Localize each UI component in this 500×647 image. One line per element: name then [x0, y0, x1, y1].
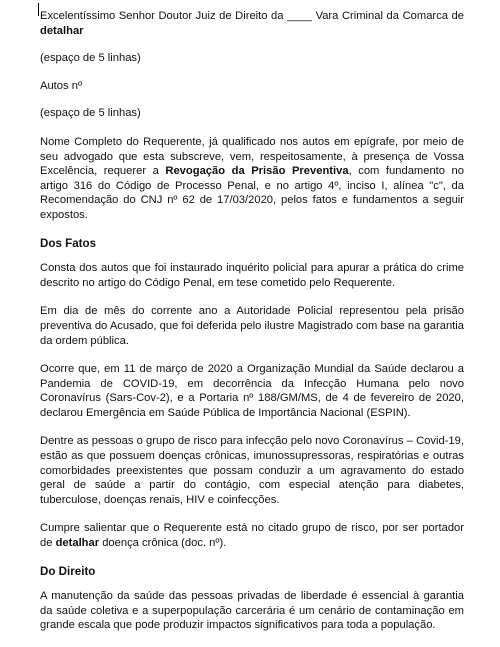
section-heading-direito: Do Direito	[40, 564, 96, 578]
intro-text-1: Nome Completo do Requerente, já qualificado nos autos em epígrafe, por meio de seu advogado que esta subscreve, vem, respeitosamente, à presença de Vossa Excelência, requerer a	[40, 135, 464, 178]
cumpre-text-1: Cumpre salientar que o Requerente está no citado grupo de risco, por ser portador de	[40, 522, 464, 550]
fatos-paragraph-2: Em dia de mês do corrente ano a Autoridade Policial representou pela prisão preventiva do Acusado, que foi deferida pelo ilustre Magistrado com base na garantia da ordem pública.	[40, 305, 464, 347]
intro-text-2: , com fundamento no artigo 316 do Código de Processo Penal, e no artigo 4º, inciso I, alínea "c", da Recomendação do CNJ nº 62 de 17/03/2020, pelos fatos e fundamentos a seguir expostos.	[40, 165, 465, 221]
fatos-paragraph-1: Consta dos autos que foi instaurado inquérito policial para apurar a prática do crime descrito no artigo do Código Penal, em tese cometido pelo Requerente.	[40, 262, 464, 289]
header-text: Excelentíssimo Senhor Doutor Juiz de Direito da ____ Vara Criminal da Comarca de	[40, 10, 464, 22]
text-cursor	[38, 3, 39, 16]
autos-line: Autos nº	[40, 79, 83, 92]
fatos-paragraph-4: Dentre as pessoas o grupo de risco para infecção pelo novo Coronavírus – Covid-19, estão as que possuem doenças crônicas, imunossupressoras, respiratórias e outras comorbidades preexistentes que possam conduzir a um agravamento do estado geral de saúde a partir do contágio, com especial atenção para diabetes, tuberculose, doenças renais, HIV e coinfecções.	[40, 435, 464, 506]
cumpre-paragraph	[40, 521, 464, 550]
spacer-note-1: (espaço de 5 linhas)	[40, 52, 141, 65]
cumpre-bold: detalhar	[55, 537, 100, 550]
cumpre-text-2: doença crônica (doc. nº).	[99, 537, 227, 550]
spacer-note-2: (espaço de 5 linhas)	[40, 107, 141, 120]
direito-paragraph-1: A manutenção da saúde das pessoas privadas de liberdade é essencial à garantia da saúde coletiva e a superpopulação carcerária é um cenário de contaminação em grande escala que pode produzir impactos significativos para toda a população.	[40, 590, 464, 632]
section-heading-fatos: Dos Fatos	[40, 236, 97, 250]
header-bold: detalhar	[40, 24, 84, 37]
intro-paragraph	[40, 135, 464, 223]
intro-bold: Revogação da Prisão Preventiva	[165, 165, 349, 178]
document-body[interactable]	[40, 9, 464, 647]
fatos-paragraph-3: Ocorre que, em 11 de março de 2020 a Organização Mundial da Saúde declarou a Pandemia de COVID-19, em decorrência da Infecção Humana pelo novo Coronavírus (Sars-Cov-2), e a Portaria nº 188/GM/MS, de 4 de fevereiro de 2020, declarou Emergência em Saúde Pública de Importância Nacional (ESPIN).	[40, 363, 464, 419]
header-paragraph	[40, 9, 464, 38]
